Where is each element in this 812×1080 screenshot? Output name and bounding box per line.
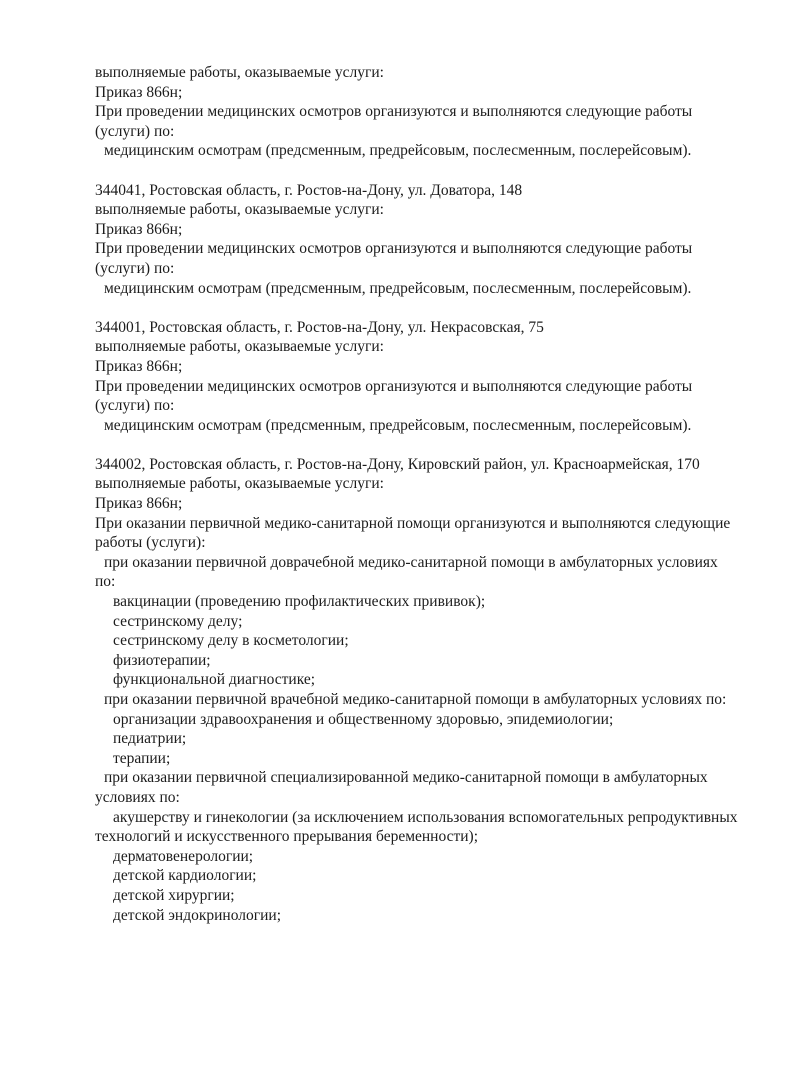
text-line: технологий и искусственного прерывания беременности); (95, 828, 479, 846)
text-line: медицинским осмотрам (предсменным, предрейсовым, послесменным, послерейсовым). (104, 142, 692, 160)
text-line: При проведении медицинских осмотров организуются и выполняются следующие работы (95, 377, 693, 395)
text-line: При оказании первичной медико-санитарной помощи организуются и выполняются следующие (95, 514, 731, 532)
text-line: детской кардиологии; (113, 867, 257, 885)
text-line: выполняемые работы, оказываемые услуги: (95, 201, 384, 219)
text-line: при оказании первичной доврачебной медико-санитарной помощи в амбулаторных условиях (104, 553, 718, 571)
license-block (95, 455, 775, 925)
text-line: детской хирургии; (113, 886, 235, 904)
text-line: по: (95, 573, 116, 591)
text-line: при оказании первичной специализированной медико-санитарной помощи в амбулаторных (104, 769, 708, 787)
text-line: работы (услуги): (95, 534, 206, 552)
address-line: 344002, Ростовская область, г. Ростов-на-Дону, Кировский район, ул. Красноармейская, 170 (95, 455, 700, 473)
document-body (95, 63, 775, 925)
text-line: условиях по: (95, 788, 180, 806)
text-line: Приказ 866н; (95, 357, 183, 375)
text-line: медицинским осмотрам (предсменным, предрейсовым, послесменным, послерейсовым). (104, 279, 692, 297)
text-line: При проведении медицинских осмотров организуются и выполняются следующие работы (95, 103, 693, 121)
text-line: физиотерапии; (113, 651, 211, 669)
text-line: функциональной диагностике; (113, 671, 316, 689)
text-line: организации здравоохранения и общественному здоровью, эпидемиологии; (113, 710, 614, 728)
text-line: выполняемые работы, оказываемые услуги: (95, 64, 384, 81)
text-line: Приказ 866н; (95, 83, 183, 101)
license-block (95, 63, 775, 161)
document-page (95, 63, 775, 925)
text-line: вакцинации (проведению профилактических прививок); (113, 593, 486, 611)
text-line: дерматовенерологии; (113, 847, 254, 865)
text-line: (услуги) по: (95, 397, 175, 415)
text-line: Приказ 866н; (95, 495, 183, 513)
text-line: акушерству и гинекологии (за исключением использования вспомогательных репродуктивных (113, 808, 738, 826)
text-line: при оказании первичной врачебной медико-санитарной помощи в амбулаторных условиях по: (104, 691, 727, 708)
text-line: (услуги) по: (95, 259, 175, 277)
address-line: 344001, Ростовская область, г. Ростов-на-Дону, ул. Некрасовская, 75 (95, 318, 544, 336)
text-line: детской эндокринологии; (113, 906, 282, 924)
text-line: терапии; (113, 749, 171, 767)
text-line: выполняемые работы, оказываемые услуги: (95, 338, 384, 356)
text-line: При проведении медицинских осмотров организуются и выполняются следующие работы (95, 240, 693, 258)
text-line: сестринскому делу; (113, 612, 243, 630)
text-line: (услуги) по: (95, 122, 175, 140)
text-line: педиатрии; (113, 730, 187, 748)
text-line: Приказ 866н; (95, 220, 183, 238)
text-line: выполняемые работы, оказываемые услуги: (95, 475, 384, 493)
license-block (95, 318, 775, 436)
text-line: сестринскому делу в косметологии; (113, 632, 349, 650)
address-line: 344041, Ростовская область, г. Ростов-на-Дону, ул. Доватора, 148 (95, 181, 523, 199)
license-block (95, 181, 775, 299)
text-line: медицинским осмотрам (предсменным, предрейсовым, послесменным, послерейсовым). (104, 416, 692, 434)
